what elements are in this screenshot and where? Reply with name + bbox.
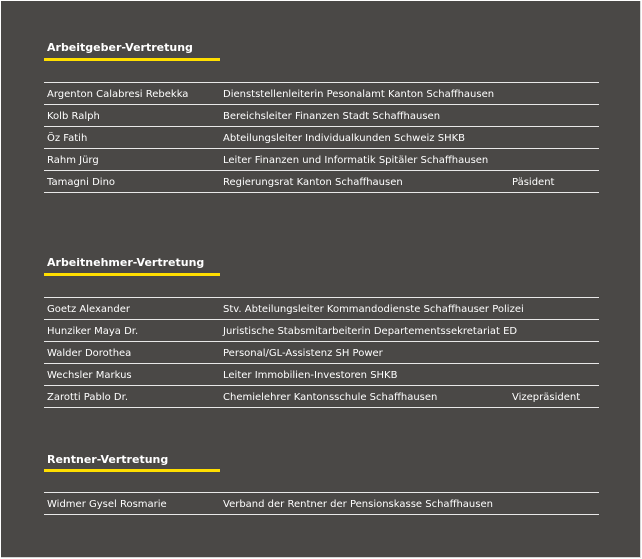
section-title-underline [44,58,220,61]
member-name: Goetz Alexander [47,304,130,315]
member-row [44,341,599,363]
section-title: Rentner-Vertretung [47,453,169,466]
section-title: Arbeitnehmer-Vertretung [47,256,205,269]
member-row [44,363,599,385]
member-row [44,126,599,148]
member-title: Vizepräsident [512,392,581,403]
member-role: Abteilungsleiter Individualkunden Schweiz SHKB [223,133,466,144]
member-role: Leiter Immobilien-Investoren SHKB [223,370,398,381]
member-role: Verband der Rentner der Pensionskasse Schaffhausen [223,499,493,510]
member-name: Kolb Ralph [47,111,100,122]
member-role: Juristische Stabsmitarbeiterin Departementssekretariat ED [223,326,518,337]
member-title: Päsident [512,177,555,188]
member-role: Stv. Abteilungsleiter Kommandodienste Schaffhauser Polizei [223,304,524,315]
member-role: Dienststellenleiterin Pesonalamt Kanton Schaffhausen [223,89,495,100]
member-role: Personal/GL-Assistenz SH Power [223,348,383,359]
member-row [44,297,599,319]
member-name: Hunziker Maya Dr. [47,326,139,337]
member-name: Öz Fatih [47,133,88,144]
member-name: Rahm Jürg [47,155,99,166]
section-title-underline [44,273,220,276]
member-row [44,385,599,408]
section-title-underline [44,469,220,472]
member-row [44,148,599,170]
member-row [44,319,599,341]
member-row [44,104,599,126]
member-role: Leiter Finanzen und Informatik Spitäler Schaffhausen [223,155,489,166]
board-members-panel [1,1,641,558]
section-title: Arbeitgeber-Vertretung [47,41,193,54]
member-role: Bereichsleiter Finanzen Stadt Schaffhausen [223,111,441,122]
member-role: Regierungsrat Kanton Schaffhausen [223,177,403,188]
member-name: Wechsler Markus [47,370,132,381]
member-name: Walder Dorothea [47,348,132,359]
member-row [44,170,599,193]
member-role: Chemielehrer Kantonsschule Schaffhausen [223,392,438,403]
member-row [44,82,599,104]
member-name: Tamagni Dino [47,177,116,188]
member-name: Argenton Calabresi Rebekka [47,89,189,100]
member-name: Widmer Gysel Rosmarie [47,499,167,510]
member-name: Zarotti Pablo Dr. [47,392,128,403]
member-row [44,492,599,515]
